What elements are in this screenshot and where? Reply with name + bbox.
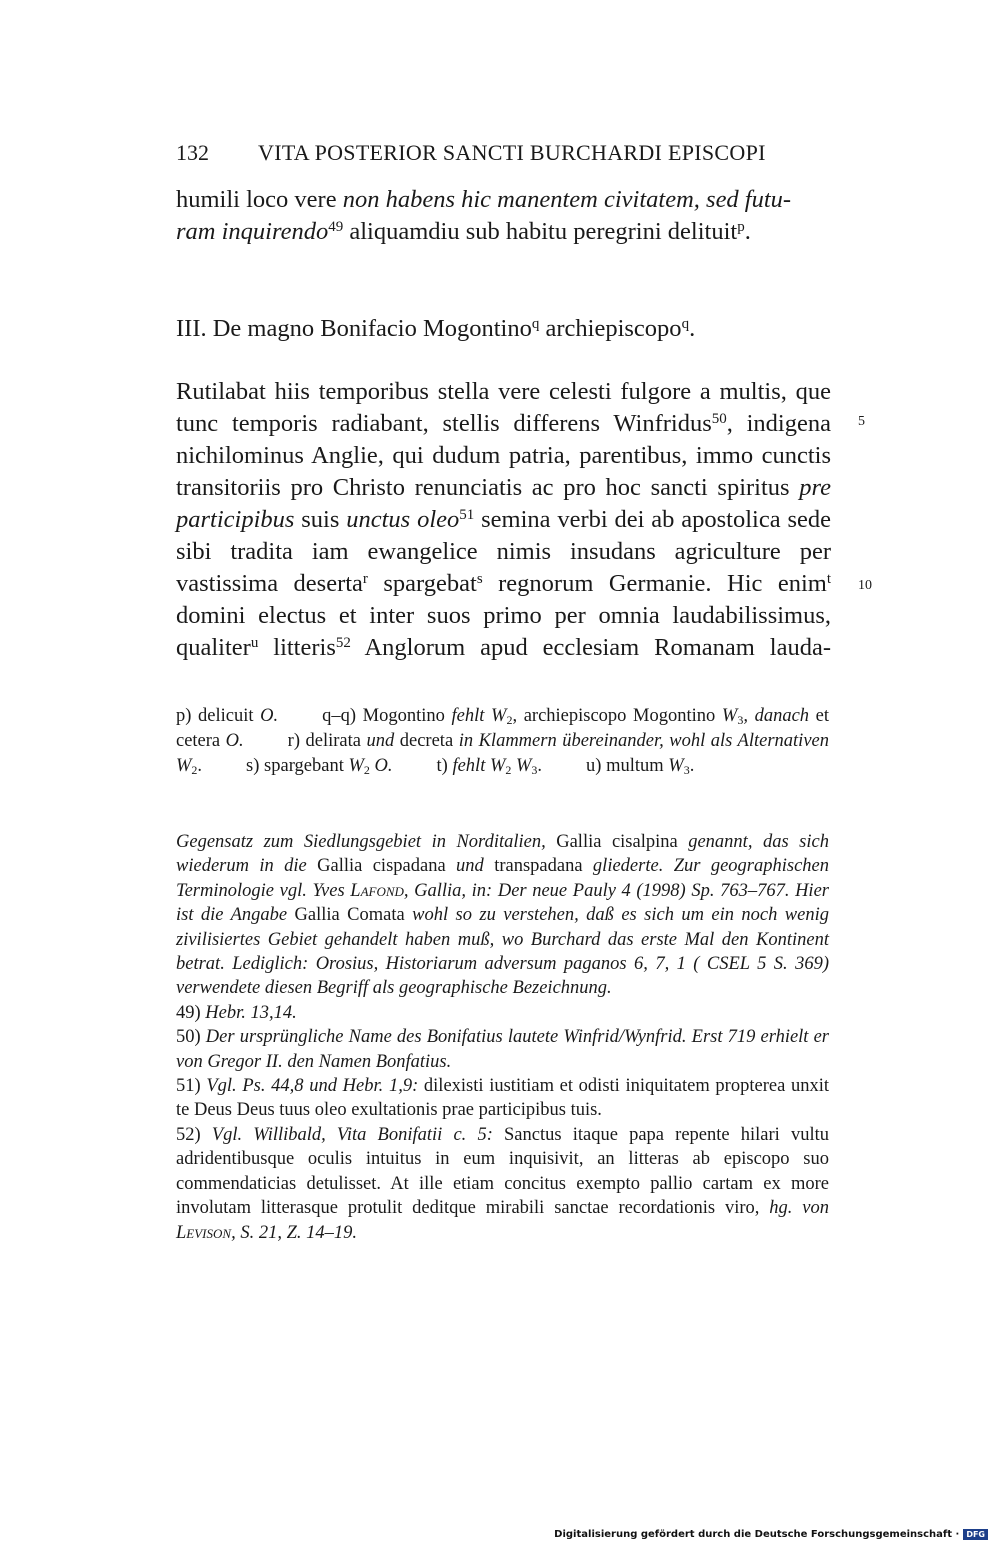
- page-number: 132: [176, 140, 209, 165]
- text: Hebr. 13,14.: [205, 1002, 297, 1023]
- heading-text: .: [689, 315, 696, 342]
- text: suis: [294, 506, 347, 533]
- footnote-number: 51): [176, 1076, 207, 1097]
- footnote-ref-52: 52: [335, 635, 351, 651]
- text: , S. 21, Z. 14–19.: [231, 1222, 357, 1243]
- credit-text: Digitalisierung gefördert durch die Deutsche Forschungsgemeinschaft ·: [554, 1529, 960, 1540]
- siglum: W: [348, 756, 364, 776]
- siglum-index: 3: [737, 713, 744, 727]
- text: gliederte. Zur geographischen Terminologie vgl. Yves: [176, 856, 830, 901]
- siglum-index: 2: [363, 763, 370, 777]
- footnote-number: 50): [176, 1027, 206, 1048]
- quotation: non habens hic manentem civitatem, sed futu-: [342, 186, 792, 213]
- heading-text: III. De magno Bonifacio Mogontino: [176, 315, 532, 342]
- text: litteris: [258, 634, 336, 661]
- footnote-number: 52): [176, 1124, 212, 1145]
- apparatus-entry: t): [436, 756, 453, 776]
- apparatus-ref-t: t: [826, 571, 832, 587]
- text: .: [689, 756, 695, 776]
- text: Gallia cispadana: [317, 856, 446, 877]
- editorial: in Klammern übereinander, wohl als Alternativen W: [176, 731, 829, 776]
- siglum: W: [721, 706, 738, 726]
- text: und: [445, 856, 495, 877]
- quotation: unctus oleo: [346, 506, 460, 533]
- running-title: VITA POSTERIOR SANCTI BURCHARDI EPISCOPI: [258, 140, 766, 165]
- line-number: 10: [858, 578, 872, 593]
- apparatus-ref-u: u: [250, 635, 259, 651]
- quotation: pre participibus: [176, 474, 831, 533]
- apparatus-ref-q: q: [531, 316, 540, 332]
- footnote-49: [176, 1001, 829, 1025]
- text: Rutilabat hiis temporibus stella vere celesti fulgore a multis, que tunc temporis radiabant, stellis differens Winfridus: [176, 378, 831, 437]
- footnote-continuation: [176, 830, 829, 1001]
- text: genannt, das sich wiederum in die: [176, 832, 829, 877]
- apparatus-ref-r: r: [362, 571, 368, 587]
- footnote-ref-49: 49: [328, 219, 344, 235]
- siglum-index: 3: [683, 763, 690, 777]
- apparatus-entry: s) spargebant: [246, 756, 349, 776]
- apparatus-entry: q–q) Mogontino: [322, 706, 452, 726]
- text: , indigena nichilominus Anglie, qui dudum patria, parentibus, immo cunctis transitoriis pro Christo renunciatis ac pro hoc sancti spiritus: [176, 410, 831, 501]
- editorial: und: [366, 731, 395, 751]
- text: regnorum Germanie. Hic enim: [482, 570, 827, 597]
- footnote-50: [176, 1025, 829, 1074]
- footnote-number: 49): [176, 1002, 206, 1023]
- footnotes: [176, 830, 829, 1245]
- siglum-index: 2: [191, 763, 198, 777]
- siglum: W: [668, 756, 684, 776]
- author-name: Lafond: [350, 880, 404, 901]
- apparatus-entry: p) delicuit: [176, 706, 261, 726]
- text: .: [537, 756, 543, 776]
- text: decreta: [394, 731, 459, 751]
- text: transpadana: [494, 856, 583, 877]
- running-header: [176, 138, 836, 168]
- siglum: fehlt W: [452, 756, 506, 776]
- siglum: W: [511, 756, 532, 776]
- quotation: ram inquirendo: [176, 218, 329, 245]
- paragraph-continuation: [176, 184, 831, 248]
- chapter-heading: [176, 313, 695, 345]
- text: domini electus et inter suos primo per omnia laudabilissimus, qualiter: [176, 602, 831, 661]
- footnote-ref-51: 51: [459, 507, 475, 523]
- text: Gallia Comata: [294, 905, 405, 926]
- critical-apparatus: [176, 704, 829, 779]
- siglum: O.: [369, 756, 393, 776]
- footnote-51: [176, 1074, 829, 1123]
- text: Vgl. Ps. 44,8 und Hebr. 1,9:: [206, 1076, 419, 1097]
- siglum-index: 3: [531, 763, 538, 777]
- footnote-52: [176, 1123, 829, 1245]
- apparatus-ref-q: q: [681, 316, 690, 332]
- siglum: , danach: [743, 706, 810, 726]
- line-number: 5: [858, 414, 865, 429]
- text: .: [197, 756, 203, 776]
- siglum: fehlt W: [451, 706, 507, 726]
- siglum-index: 2: [506, 713, 513, 727]
- text: wohl so zu verstehen, daß es sich um ein noch wenig zivilisiertes Gebiet gehandelt haben muß, wo Burchard das erste Mal den Kontinent betrat. Lediglich: Orosius, Historiarum adversum paganos 6, 7, 1 ( CSEL 5 S. 369) verwendete diesen Begriff als geographische Bezeichnung.: [176, 905, 829, 999]
- siglum: O.: [225, 731, 244, 751]
- text: Gallia cisalpina: [556, 832, 678, 852]
- text: spargebat: [367, 570, 477, 597]
- siglum: O.: [260, 706, 279, 726]
- text: Der ursprüngliche Name des Bonifatius lautete Winfrid/Wynfrid. Erst 719 erhielt er von Gregor II. den Namen Bonfatius.: [176, 1027, 829, 1072]
- text: aliquamdiu sub habitu peregrini delituit: [343, 218, 738, 245]
- apparatus-ref-p: p: [737, 219, 745, 235]
- text: et cetera: [176, 706, 830, 751]
- main-paragraph: [176, 376, 831, 664]
- apparatus-entry: r) delirata: [287, 731, 367, 751]
- author-name: Levison: [176, 1222, 232, 1243]
- apparatus-ref-s: s: [476, 571, 483, 587]
- text: Anglorum apud ecclesiam Romanam lauda-: [350, 634, 832, 661]
- text: hg. von: [759, 1198, 829, 1219]
- footnote-ref-50: 50: [711, 411, 727, 427]
- text: Vgl. Willibald, Vita Bonifatii c. 5:: [211, 1124, 493, 1145]
- text: semina verbi dei ab apostolica sede sibi tradita iam ewangelice nimis insudans agriculture per vastissima deserta: [176, 506, 831, 597]
- apparatus-entry: u) multum: [586, 756, 669, 776]
- text: .: [744, 218, 751, 245]
- dfg-logo: DFG: [963, 1529, 988, 1540]
- text: Sanctus itaque papa repente hilari vultu adridentibusque oculis intuitus in eum inquisivit, an litteras ab episcopo suo commendaticias detulisset. At ille etiam concitus exempto pallio cartam ex more involutam litterasque protulit deditque mirabili sanctae recordationis viro,: [176, 1124, 829, 1219]
- digitization-credit: [554, 1529, 988, 1540]
- text: humili loco vere: [176, 186, 343, 213]
- text: dilexisti iustitiam et odisti iniquitatem propterea unxit te Deus Deus tuus oleo exultationis prae participibus tuis.: [176, 1076, 829, 1121]
- heading-text: archiepiscopo: [539, 315, 682, 342]
- text: , archiepiscopo Mogontino: [512, 706, 722, 726]
- text: Gegensatz zum Siedlungsgebiet in Norditalien,: [176, 832, 557, 852]
- text: , Gallia, in: Der neue Pauly 4 (1998) Sp. 763–767. Hier ist die Angabe: [176, 880, 829, 926]
- siglum-index: 2: [505, 763, 512, 777]
